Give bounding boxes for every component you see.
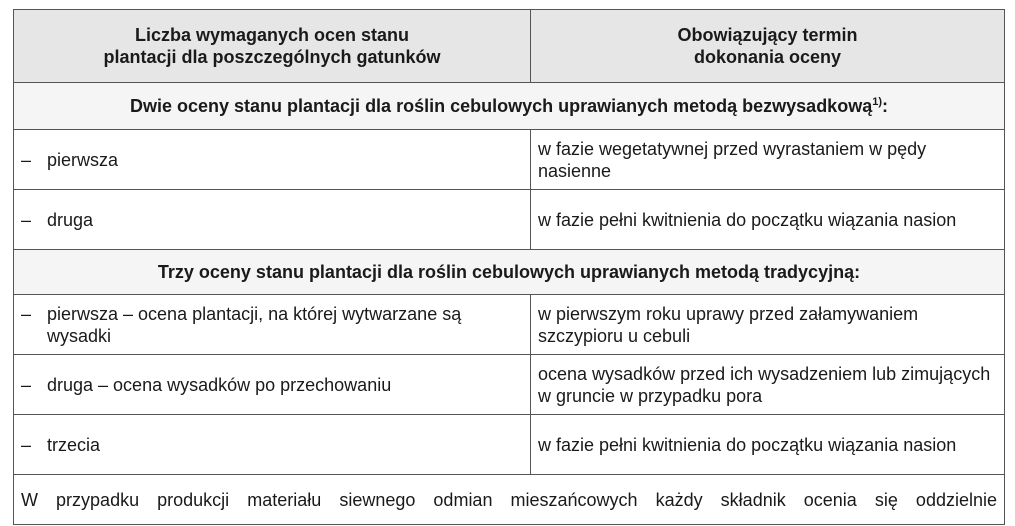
section-heading-row	[14, 250, 1005, 295]
assessment-name-cell	[14, 415, 531, 475]
assessment-term-cell: w fazie wegetatywnej przed wyrastaniem w pędy nasienne	[531, 130, 1005, 190]
list-dash: –	[21, 374, 32, 395]
table-row	[14, 415, 1005, 475]
footer-note: W przypadku produkcji materiału siewnego odmian mieszańcowych każdy składnik ocenia się oddzielnie	[14, 475, 1005, 525]
assessment-term-cell: w pierwszym roku uprawy przed załamywaniem szczypioru u cebuli	[531, 295, 1005, 355]
header-col1-line1: Liczba wymaganych ocen stanu	[134, 25, 410, 45]
footnote-marker: 1)	[872, 96, 882, 108]
header-col2-line1: Obowiązujący termin	[677, 25, 858, 45]
assessment-name-cell	[14, 130, 531, 190]
assessment-name: druga – ocena wysadków po przechowaniu	[47, 374, 392, 395]
header-col2-line2: dokonania oceny	[693, 47, 842, 67]
section-heading-suffix: :	[881, 96, 888, 116]
assessment-name: trzecia	[47, 434, 101, 455]
footer-row	[14, 475, 1005, 525]
section-heading-row	[14, 83, 1005, 130]
plantation-assessment-table	[13, 9, 1005, 525]
assessment-name: druga	[47, 209, 94, 230]
table-row	[14, 295, 1005, 355]
header-count-of-assessments	[14, 10, 531, 83]
table-row	[14, 355, 1005, 415]
list-dash: –	[21, 303, 32, 324]
assessment-term-cell: w fazie pełni kwitnienia do początku wiązania nasion	[531, 415, 1005, 475]
section-heading-text: Dwie oceny stanu plantacji dla roślin cebulowych uprawianych metodą bezwysadkową	[130, 96, 873, 116]
assessment-name-cell	[14, 190, 531, 250]
assessment-name: pierwsza	[47, 149, 119, 170]
assessment-name-cell	[14, 295, 531, 355]
list-dash: –	[21, 149, 32, 170]
assessment-term-cell: ocena wysadków przed ich wysadzeniem lub zimujących w gruncie w przypadku pora	[531, 355, 1005, 415]
assessment-table-container	[13, 9, 1004, 525]
table-row	[14, 190, 1005, 250]
table-header-row	[14, 10, 1005, 83]
header-col1-line2: plantacji dla poszczególnych gatunków	[103, 47, 441, 67]
list-dash: –	[21, 209, 32, 230]
list-dash: –	[21, 434, 32, 455]
section-heading-traditional: Trzy oceny stanu plantacji dla roślin cebulowych uprawianych metodą tradycyjną:	[14, 250, 1005, 295]
assessment-name: pierwsza – ocena plantacji, na której wytwarzane są wysadki	[47, 303, 462, 346]
section-heading-seedless	[14, 83, 1005, 130]
assessment-term-cell: w fazie pełni kwitnienia do początku wiązania nasion	[531, 190, 1005, 250]
assessment-name-cell	[14, 355, 531, 415]
header-assessment-term	[531, 10, 1005, 83]
table-row	[14, 130, 1005, 190]
